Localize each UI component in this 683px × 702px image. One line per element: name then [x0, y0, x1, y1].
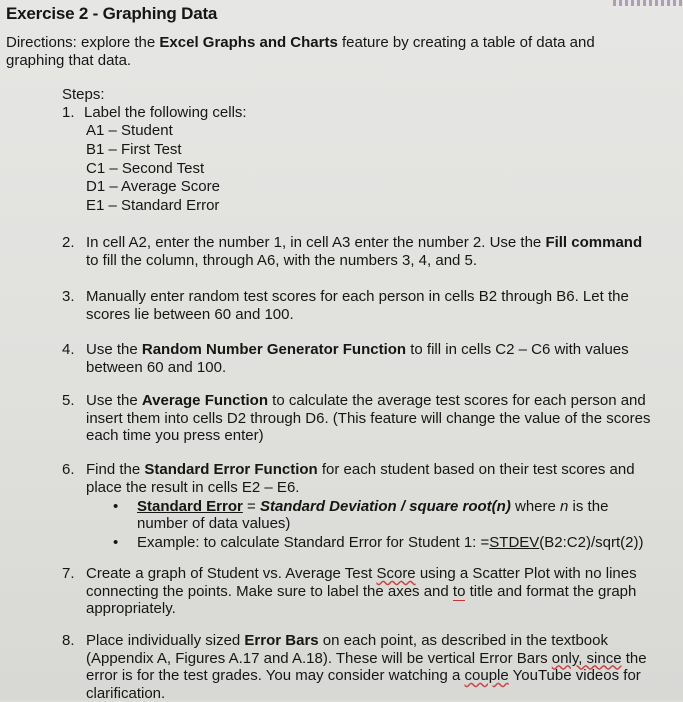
- step-text: In cell A2, enter the number 1, in cell A3 enter the number 2. Use the Fill command to fill the column, through A6, with the numbers 3, 4, and 5.: [86, 234, 643, 269]
- list-item: C1 – Second Test: [86, 159, 205, 177]
- step-number: 6.: [62, 461, 75, 478]
- step-text: Place individually sized Error Bars on each point, as described in the textbook (Appendix A, Figures A.17 and A.18). These will be vertical Error Bars only, since the error is for the test grades. You may consider watching a couple YouTube videos for clarification.: [86, 632, 647, 702]
- step-text: Use the Random Number Generator Function to fill in cells C2 – C6 with values between 60 and 100.: [86, 341, 629, 376]
- step-text: Label the following cells:: [84, 104, 247, 121]
- step-number: 4.: [62, 341, 75, 358]
- step-number: 1.: [62, 104, 75, 121]
- bullet-example: • Example: to calculate Standard Error for Student 1: =STDEV(B2:C2)/sqrt(2)): [113, 534, 644, 551]
- step-text: Create a graph of Student vs. Average Test Score using a Scatter Plot with no lines connecting the points. Make sure to label the axes and to title and format the graph appropriately.: [86, 565, 637, 617]
- steps-heading: Steps:: [62, 86, 105, 103]
- bullet-dot-icon: •: [113, 498, 119, 515]
- directions-paragraph: Directions: explore the Excel Graphs and Charts feature by creating a table of data and graphing that data.: [6, 34, 595, 69]
- list-item: E1 – Standard Error: [86, 197, 220, 215]
- directions-bold: Excel Graphs and Charts: [159, 34, 338, 51]
- top-edge-mark: [613, 0, 683, 6]
- list-item: D1 – Average Score: [86, 178, 220, 196]
- step-text: Use the Average Function to calculate the average test scores for each person and insert them into cells D2 through D6. (This feature will change the value of the scores each time you press enter): [86, 392, 651, 444]
- step-number: 3.: [62, 288, 75, 305]
- step-number: 5.: [62, 392, 75, 409]
- bullet-dot-icon: •: [113, 534, 119, 551]
- list-item: B1 – First Test: [86, 140, 182, 158]
- step-text: Find the Standard Error Function for each student based on their test scores and place the result in cells E2 – E6.: [86, 461, 635, 496]
- step-number: 7.: [62, 565, 75, 582]
- step-number: 2.: [62, 234, 75, 251]
- page-title: Exercise 2 - Graphing Data: [6, 4, 218, 23]
- step-text: Manually enter random test scores for each person in cells B2 through B6. Let the scores lie between 60 and 100.: [86, 288, 629, 323]
- step-number: 8.: [62, 632, 75, 649]
- directions-label: Directions:: [6, 34, 77, 51]
- list-item: A1 – Student: [86, 122, 173, 139]
- bullet-standard-error: • Standard Error = Standard Deviation / square root(n) where n is the number of data values): [113, 498, 609, 532]
- cell-label-list: [86, 122, 220, 216]
